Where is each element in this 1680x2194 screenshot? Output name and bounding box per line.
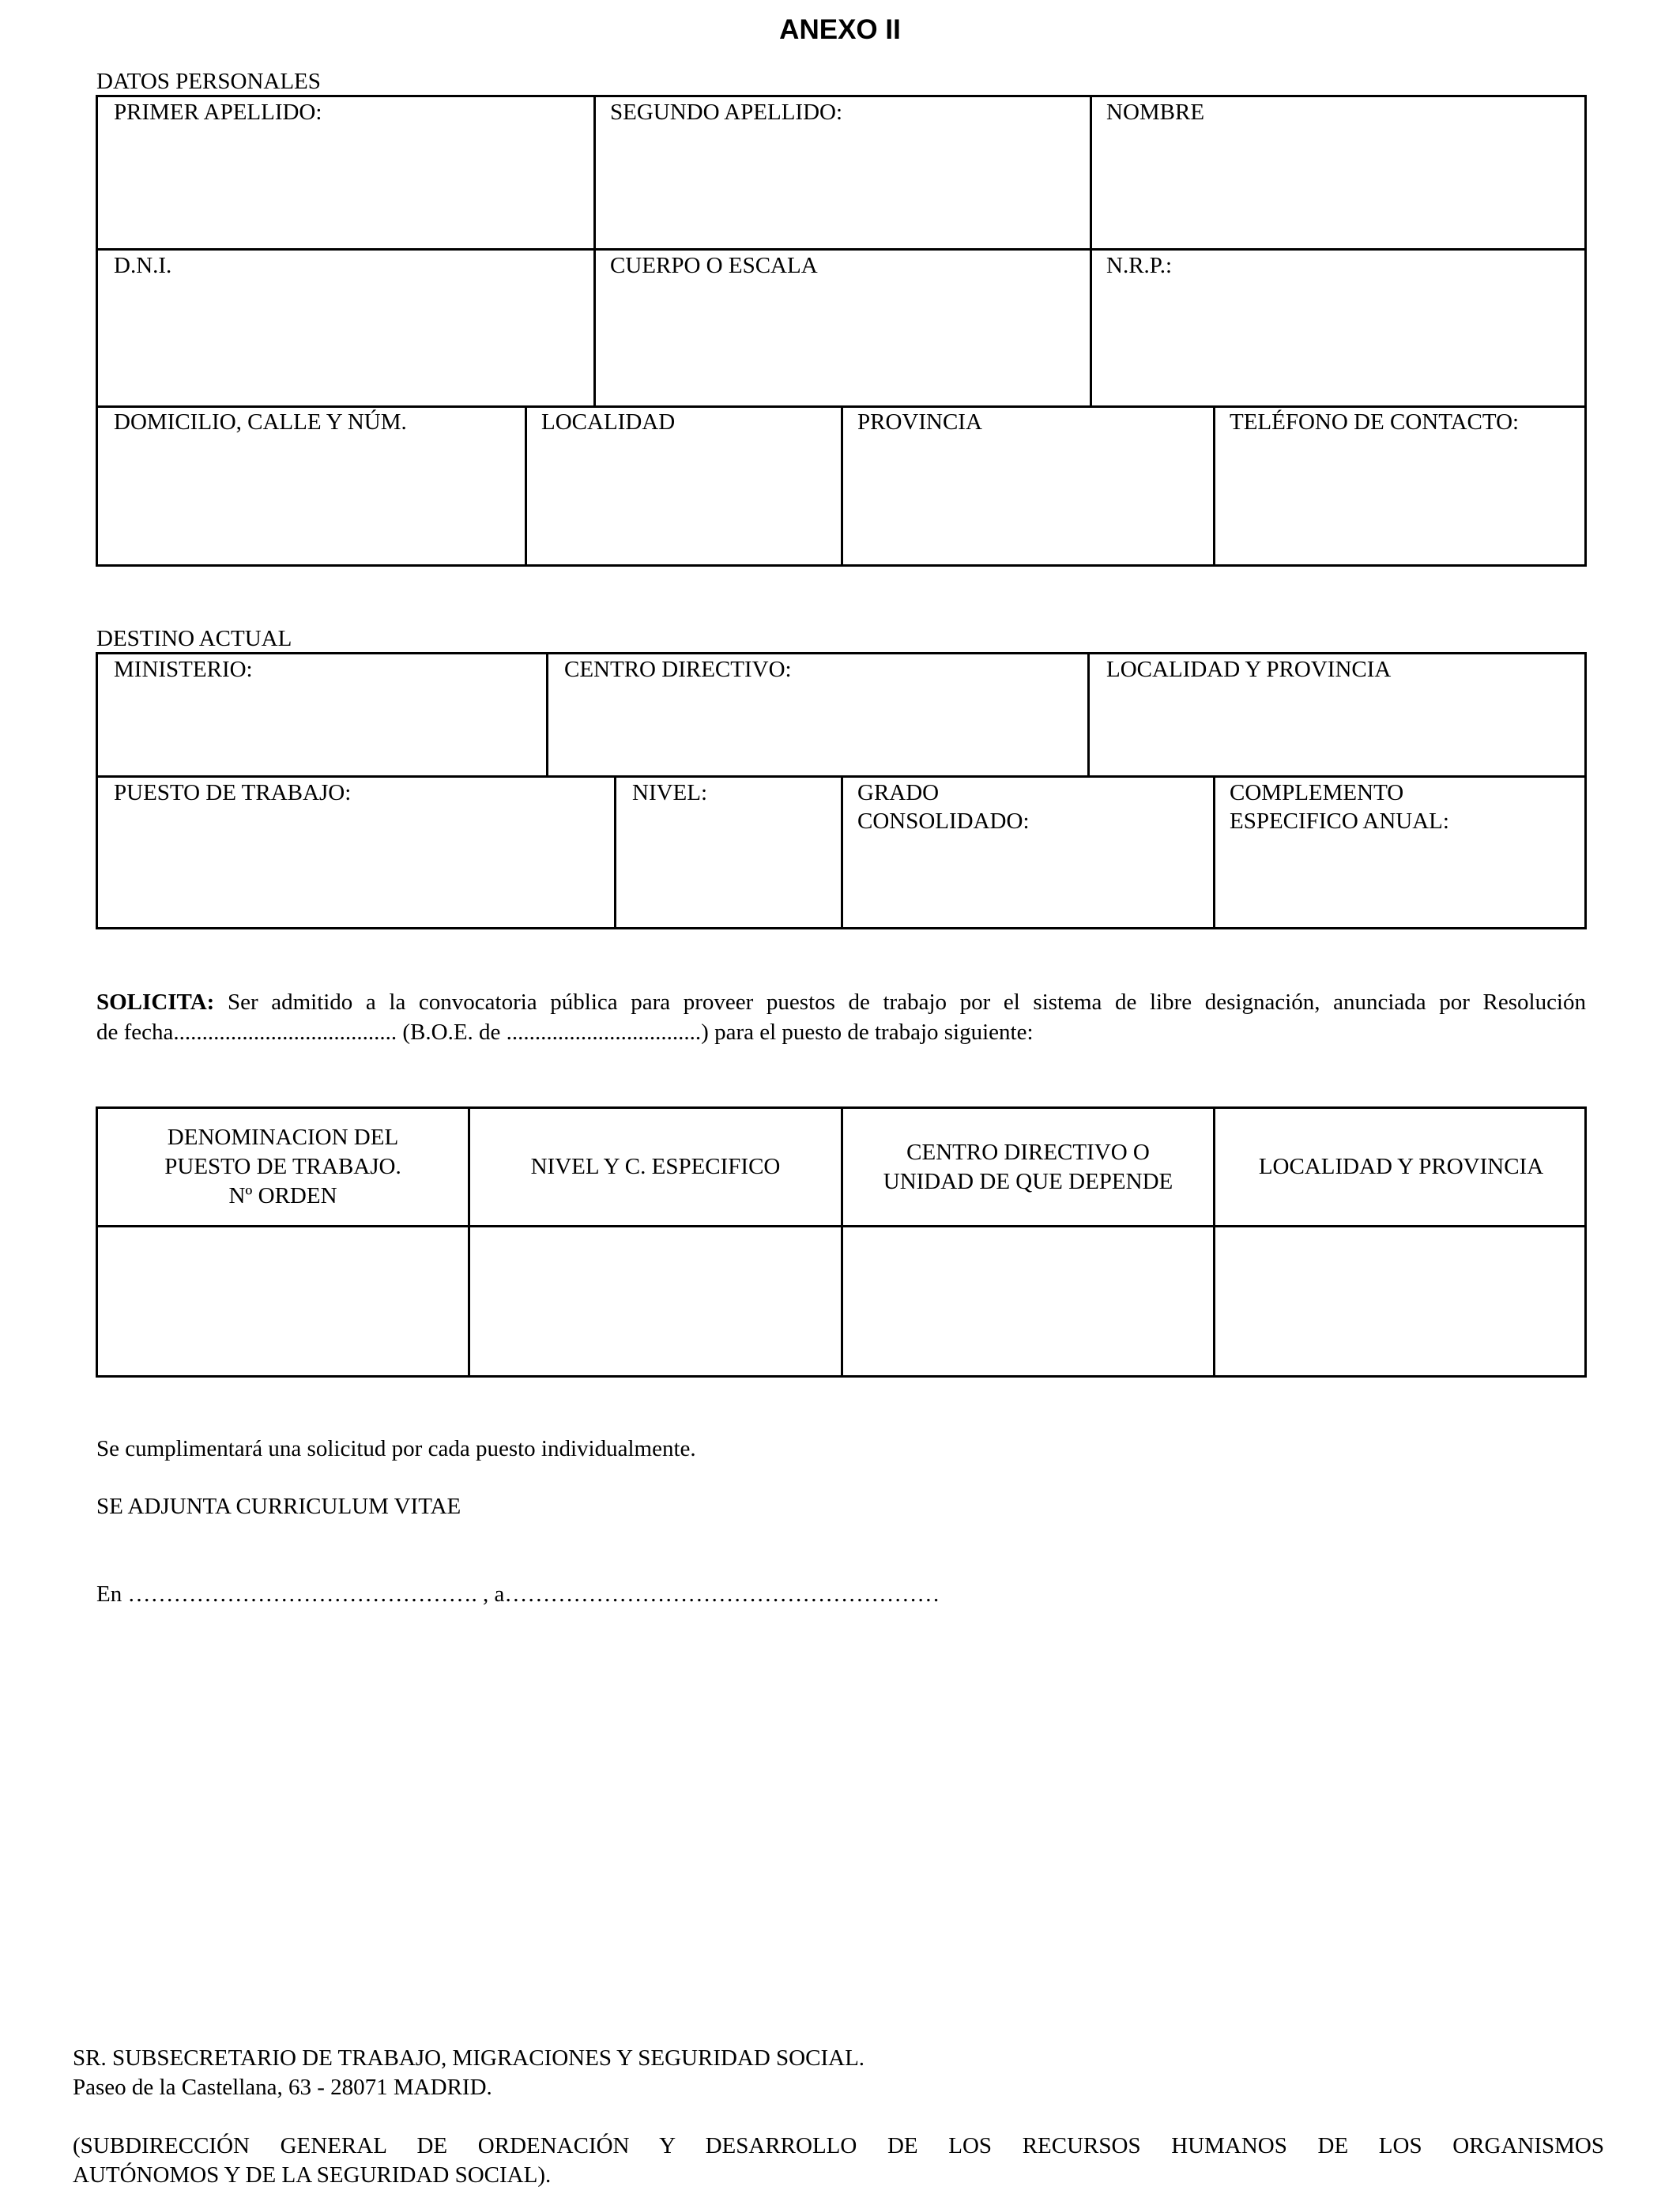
field-grado-consolidado[interactable] <box>857 778 1030 835</box>
table-divider <box>1213 405 1215 567</box>
field-telefono-contacto[interactable]: TELÉFONO DE CONTACTO: <box>1230 409 1520 435</box>
field-nrp[interactable]: N.R.P.: <box>1106 253 1173 278</box>
lugar-fecha-line[interactable]: En ………………………………………. , a………………………………………………… <box>96 1581 940 1607</box>
table-divider <box>1213 775 1215 929</box>
field-cuerpo-escala[interactable]: CUERPO O ESCALA <box>610 253 818 278</box>
header-denominacion-line3: Nº ORDEN <box>228 1183 337 1208</box>
field-ministerio[interactable]: MINISTERIO: <box>114 657 253 682</box>
footer-subdireccion-line2: AUTÓNOMOS Y DE LA SEGURIDAD SOCIAL). <box>73 2162 552 2188</box>
field-provincia[interactable]: PROVINCIA <box>857 409 982 435</box>
footer-subdireccion-line1: (SUBDIRECCIÓN GENERAL DE ORDENACIÓN Y DESARROLLO DE LOS RECURSOS HUMANOS DE LOS ORGANISMOS <box>73 2133 1604 2158</box>
solicita-line1 <box>96 988 1586 1017</box>
field-complemento-line1: COMPLEMENTO <box>1230 780 1404 805</box>
table-divider <box>1090 95 1092 407</box>
field-puesto-trabajo[interactable]: PUESTO DE TRABAJO: <box>114 780 352 805</box>
field-domicilio[interactable]: DOMICILIO, CALLE Y NÚM. <box>114 409 407 435</box>
header-centro-directivo <box>843 1109 1213 1225</box>
field-dni[interactable]: D.N.I. <box>114 253 172 278</box>
table-divider <box>96 248 1587 251</box>
header-localidad-provincia: LOCALIDAD Y PROVINCIA <box>1258 1154 1544 1179</box>
table-divider <box>525 405 527 567</box>
section-label-datos-personales: DATOS PERSONALES <box>96 69 321 94</box>
solicita-line2: de fecha....................................... (B.O.E. de ..................................) para el puesto de trabajo siguiente: <box>96 1020 1034 1045</box>
table-divider <box>841 405 843 567</box>
field-nombre[interactable]: NOMBRE <box>1106 100 1205 125</box>
header-centro-line2: UNIDAD DE QUE DEPENDE <box>883 1168 1173 1194</box>
cell-nivel-especifico[interactable] <box>470 1227 841 1375</box>
field-complemento-especifico[interactable] <box>1230 778 1449 835</box>
header-nivel-especifico: NIVEL Y C. ESPECIFICO <box>530 1154 781 1179</box>
footer-direccion: Paseo de la Castellana, 63 - 28071 MADRID. <box>73 2075 492 2100</box>
solicita-text: Ser admitido a la convocatoria pública para proveer puestos de trabajo por el sistema de libre designación, anunciada por Resolución <box>214 990 1586 1015</box>
table-divider <box>841 775 843 929</box>
table-divider <box>546 652 548 777</box>
header-denominacion-line2: PUESTO DE TRABAJO. <box>164 1154 401 1179</box>
page-title: ANEXO II <box>779 14 901 45</box>
header-denominacion-line1: DENOMINACION DEL <box>167 1125 399 1150</box>
field-segundo-apellido[interactable]: SEGUNDO APELLIDO: <box>610 100 843 125</box>
note-adjunta-cv: SE ADJUNTA CURRICULUM VITAE <box>96 1494 461 1519</box>
header-denominacion-puesto <box>98 1109 468 1225</box>
solicita-label: SOLICITA: <box>96 990 215 1015</box>
field-primer-apellido[interactable]: PRIMER APELLIDO: <box>114 100 322 125</box>
field-localidad-provincia[interactable]: LOCALIDAD Y PROVINCIA <box>1106 657 1392 682</box>
field-localidad[interactable]: LOCALIDAD <box>541 409 676 435</box>
cell-centro-directivo[interactable] <box>843 1227 1213 1375</box>
field-grado-line1: GRADO <box>857 780 940 805</box>
field-centro-directivo[interactable]: CENTRO DIRECTIVO: <box>564 657 792 682</box>
header-centro-line1: CENTRO DIRECTIVO O <box>906 1139 1150 1165</box>
table-divider <box>593 95 596 407</box>
field-nivel[interactable]: NIVEL: <box>632 780 708 805</box>
section-label-destino-actual: DESTINO ACTUAL <box>96 626 292 651</box>
field-complemento-line2: ESPECIFICO ANUAL: <box>1230 809 1449 834</box>
cell-localidad-provincia[interactable] <box>1215 1227 1584 1375</box>
field-grado-line2: CONSOLIDADO: <box>857 809 1030 834</box>
cell-denominacion-puesto[interactable] <box>98 1227 468 1375</box>
table-divider <box>614 775 616 929</box>
table-divider <box>1087 652 1090 777</box>
footer-destinatario: SR. SUBSECRETARIO DE TRABAJO, MIGRACIONES Y SEGURIDAD SOCIAL. <box>73 2045 865 2071</box>
note-una-solicitud: Se cumplimentará una solicitud por cada puesto individualmente. <box>96 1436 696 1461</box>
